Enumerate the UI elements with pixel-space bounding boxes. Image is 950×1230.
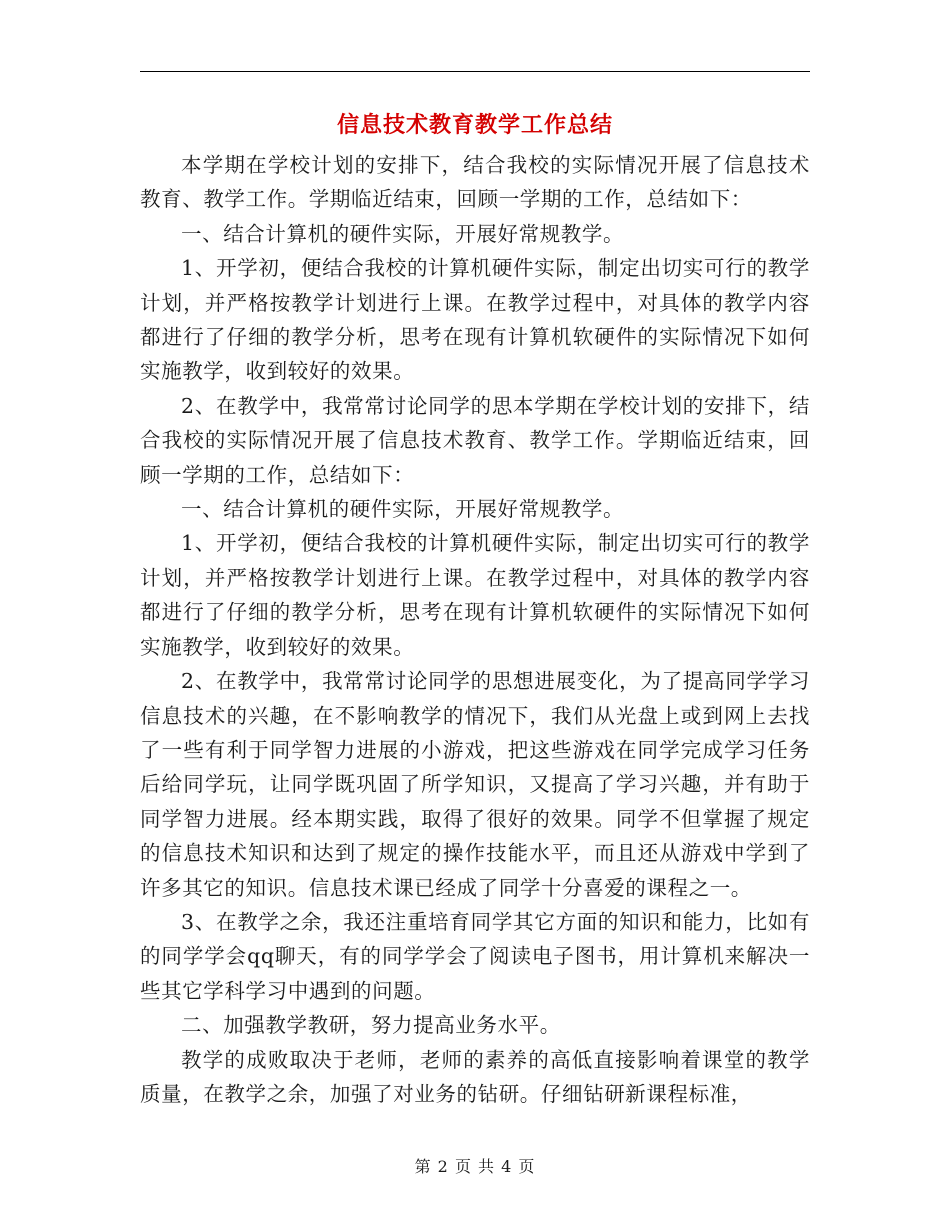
document-title: 信息技术教育教学工作总结 (336, 112, 613, 138)
paragraph: 教学的成败取决于老师，老师的素养的高低直接影响着课堂的教学质量，在教学之余，加强了对业务的钻研。仔细钻研新课程标准， (140, 1047, 810, 1106)
paragraph: 3、在教学之余，我还注重培育同学其它方面的知识和能力，比如有的同学学会qq聊天，有的同学学会了阅读电子图书，用计算机来解决一些其它学科学习中遇到的问题。 (140, 909, 810, 1003)
section-heading: 二、加强教学教研，努力提高业务水平。 (181, 1013, 561, 1038)
header-rule (140, 71, 810, 72)
paragraph: 2、在教学中，我常常讨论同学的思想进展变化，为了提高同学学习信息技术的兴趣，在不影响教学的情况下，我们从光盘上或到网上去找了一些有利于同学智力进展的小游戏，把这些游戏在同学完成学习任务后给同学玩，让同学既巩固了所学知识，又提高了学习兴趣，并有助于同学智力进展。经本期实践，取得了很好的效果。同学不但掌握了规定的信息技术知识和达到了规定的操作技能水平，而且还从游戏中学到了许多其它的知识。信息技术课已经成了同学十分喜爱的课程之一。 (140, 669, 810, 900)
document-body (140, 148, 810, 1111)
section-heading: 一、结合计算机的硬件实际，开展好常规教学。 (181, 221, 625, 246)
paragraph: 本学期在学校计划的安排下，结合我校的实际情况开展了信息技术教育、教学工作。学期临近结束，回顾一学期的工作，总结如下： (140, 153, 810, 212)
section-heading: 一、结合计算机的硬件实际，开展好常规教学。 (181, 497, 625, 522)
paragraph: 1、开学初，便结合我校的计算机硬件实际，制定出切实可行的教学计划，并严格按教学计划进行上课。在教学过程中，对具体的教学内容都进行了仔细的教学分析，思考在现有计算机软硬件的实际情况下如何实施教学，收到较好的效果。 (140, 531, 810, 659)
page-number: 第 2 页 共 4 页 (414, 1157, 536, 1176)
paragraph: 1、开学初，便结合我校的计算机硬件实际，制定出切实可行的教学计划，并严格按教学计划进行上课。在教学过程中，对具体的教学内容都进行了仔细的教学分析，思考在现有计算机软硬件的实际情况下如何实施教学，收到较好的效果。 (140, 256, 810, 384)
paragraph: 2、在教学中，我常常讨论同学的思本学期在学校计划的安排下，结合我校的实际情况开展了信息技术教育、教学工作。学期临近结束，回顾一学期的工作，总结如下： (140, 393, 810, 487)
